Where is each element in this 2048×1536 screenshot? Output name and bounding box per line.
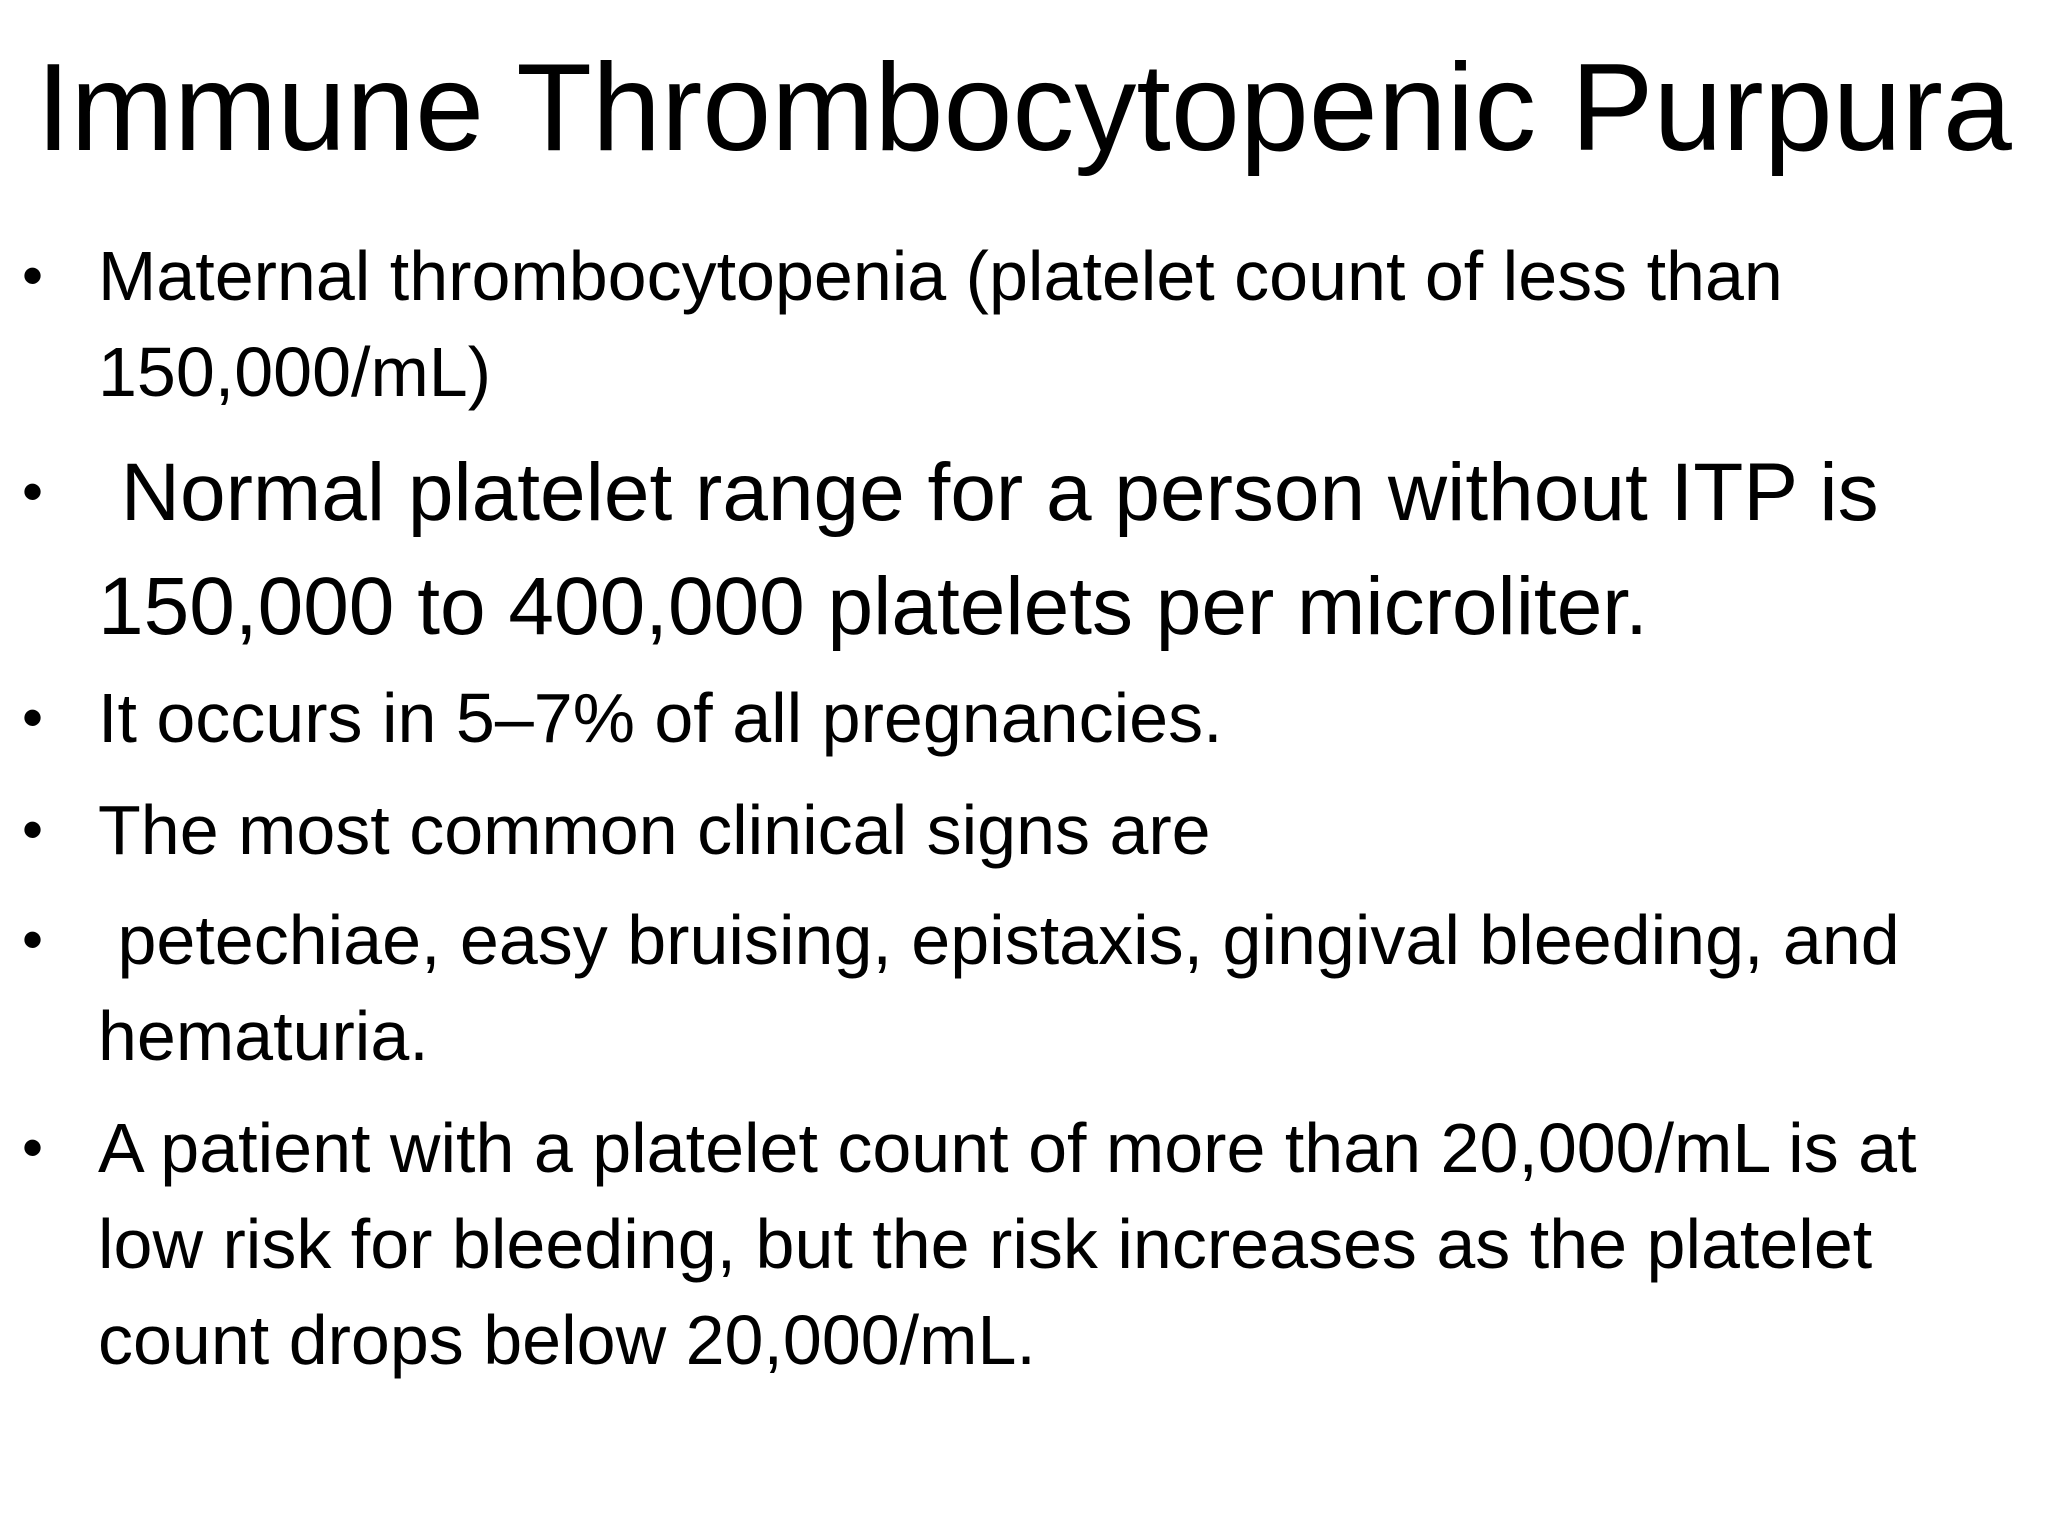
bullet-text: petechiae, easy bruising, epistaxis, gingival bleeding, and hematuria. [98,901,1920,1075]
bullet-item [0,436,2048,664]
bullet-text: Maternal thrombocytopenia (platelet count of less than 150,000/mL) [98,237,1783,411]
bullet-dot-icon: • [22,1114,44,1181]
bullet-dot-icon: • [22,684,44,751]
bullet-text: The most common clinical signs are [98,791,1211,869]
bullet-dot-icon: • [22,242,44,309]
bullet-item [0,1100,2048,1388]
slide-title: Immune Thrombocytopenic Purpura [36,39,2012,177]
bullet-dot-icon: • [22,458,44,525]
bullet-list [0,228,2048,1388]
bullet-text: A patient with a platelet count of more than 20,000/mL is at low risk for bleeding, but the risk increases as the platelet count drops below 20,000/mL. [98,1109,1917,1379]
bullet-item [0,228,2048,420]
bullet-item [0,782,2048,878]
bullet-dot-icon: • [22,906,44,973]
bullet-dot-icon: • [22,796,44,863]
bullet-item [0,892,2048,1084]
bullet-item [0,670,2048,766]
bullet-text: It occurs in 5–7% of all pregnancies. [98,679,1223,757]
bullet-text: Normal platelet range for a person without ITP is 150,000 to 400,000 platelets per microliter. [98,447,1902,652]
